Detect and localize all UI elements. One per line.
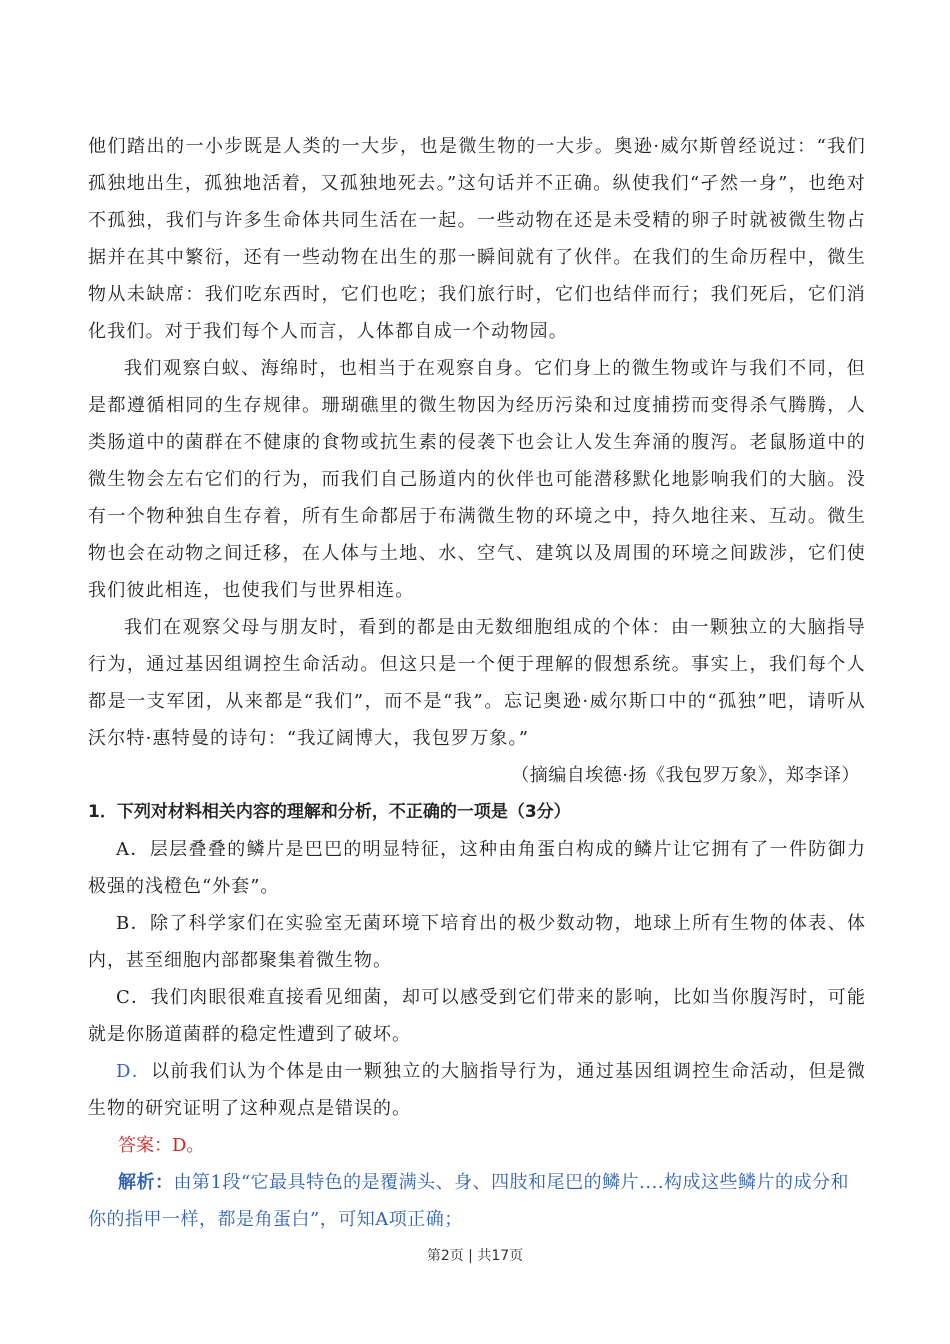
analysis-text: 由第1段“它最具特色的是覆满头、身、四肢和尾巴的鳞片....构成这些鳞片的成分和你的指甲一样，都是角蛋白”，可知A项正确； <box>88 1172 850 1230</box>
analysis-label: 解析： <box>118 1172 174 1193</box>
passage-paragraph-2: 我们观察白蚁、海绵时，也相当于在观察自身。它们身上的微生物或许与我们不同，但是都遵循相同的生存规律。珊瑚礁里的微生物因为经历污染和过度捕捞而变得杀气腾腾，人类肠道中的菌群在不健康的食物或抗生素的侵袭下也会让人发生奔涌的腹泻。老鼠肠道中的微生物会左右它们的行为，而我们自己肠道内的伙伴也可能潜移默化地影响我们的大脑。没有一个物种独自生存着，所有生命都居于布满微生物的环境之中，持久地往来、互动。微生物也会在动物之间迁移，在人体与土地、水、空气、建筑以及周围的环境之间跋涉，它们使我们彼此相连，也使我们与世界相连。 <box>88 358 866 601</box>
option-c <box>88 979 866 1053</box>
option-a-letter: A． <box>116 839 150 860</box>
option-d-letter: D． <box>116 1061 152 1082</box>
passage-source: （摘编自埃德·扬《我包罗万象》，郑李译） <box>511 765 860 786</box>
passage-paragraph-1: 他们踏出的一小步既是人类的一大步，也是微生物的一大步。奥逊·威尔斯曾经说过：“我们孤独地出生，孤独地活着，又孤独地死去。”这句话并不正确。纵使我们“孑然一身”，也绝对不孤独，我们与许多生命体共同生活在一起。一些动物在还是未受精的卵子时就被微生物占据并在其中繁衍，还有一些动物在出生的那一瞬间就有了伙伴。在我们的生命历程中，微生物从未缺席：我们吃东西时，它们也吃；我们旅行时，它们也结伴而行；我们死后，它们消化我们。对于我们每个人而言，人体都自成一个动物园。 <box>88 136 866 342</box>
option-b-text: 除了科学家们在实验室无菌环境下培育出的极少数动物，地球上所有生物的体表、体内，甚至细胞内部都聚集着微生物。 <box>88 913 866 971</box>
analysis-paragraph <box>88 1164 866 1238</box>
option-d-text: 以前我们认为个体是由一颗独立的大脑指导行为，通过基因组调控生命活动，但是微生物的研究证明了这种观点是错误的。 <box>88 1061 866 1119</box>
option-a <box>88 831 866 905</box>
option-b <box>88 905 866 979</box>
question-title: 1．下列对材料相关内容的理解和分析，不正确的一项是（3分） <box>88 802 571 822</box>
option-a-text: 层层叠叠的鳞片是巴巴的明显特征，这种由角蛋白构成的鳞片让它拥有了一件防御力极强的浅橙色“外套”。 <box>88 839 867 897</box>
option-c-letter: C． <box>116 987 151 1008</box>
option-d <box>88 1053 866 1127</box>
answer-line: 答案：D。 <box>118 1135 205 1156</box>
page-footer: 第2页 | 共17页 <box>426 1248 524 1264</box>
option-c-text: 我们肉眼很难直接看见细菌，却可以感受到它们带来的影响，比如当你腹泻时，可能就是你肠道菌群的稳定性遭到了破坏。 <box>88 987 866 1045</box>
passage-paragraph-3: 我们在观察父母与朋友时，看到的都是由无数细胞组成的个体：由一颗独立的大脑指导行为，通过基因组调控生命活动。但这只是一个便于理解的假想系统。事实上，我们每个人都是一支军团，从来都是“我们”，而不是“我”。忘记奥逊·威尔斯口中的“孤独”吧，请听从沃尔特·惠特曼的诗句：“我辽阔博大，我包罗万象。” <box>88 617 866 749</box>
option-b-letter: B． <box>116 913 150 934</box>
